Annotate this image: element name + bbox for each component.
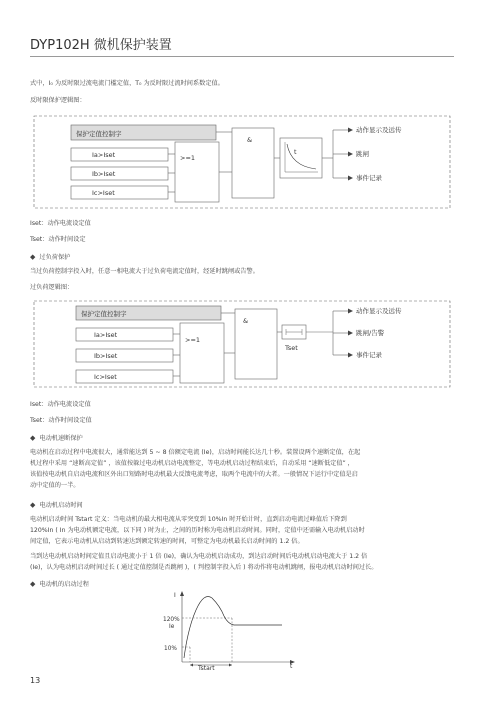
motor-start-line-4: 当到达电动机启动时间定值且启动电流小于 1 倍 (Ie)，确认为电动机启动成功，到达启动时间后电动机启动电流大于 1.2 倍 [30,553,368,560]
diagram2-or-gate [180,323,224,383]
bullet-diamond-icon: ◆ [30,580,36,588]
diagram1-timer-label: t [294,148,297,156]
bullet-diamond-icon: ◆ [30,434,36,442]
diagram2-input-b: Ib>Iset [94,352,118,360]
diagram2-input-box-b [76,349,173,362]
motor-start-line-2: 120%In ( In 为电动机额定电流，以下同 ) 时为止，之间的历时称为电动机启动时间。同时，定值中还需输入电动机启动时 [30,527,365,534]
bullet-diamond-icon: ◆ [30,253,36,261]
diagram2-timer-label: Tset [285,344,298,352]
diagram1-input-a: Ia>Iset [92,151,116,159]
diagram1-input-b: Ib>Iset [92,170,116,178]
motor-accel-heading: 电动机速断保护 [39,435,83,442]
diagram1-input-box-c [71,186,168,199]
header-rule [30,56,454,57]
motor-start-line-1: 电动机启动时间 Tstart 定义：当电动机的最大相电流从零突变到 10%In 时开始计时，直到启动电流过峰值后下降到 [30,516,347,523]
diagram1-and-label: & [247,136,253,144]
startup-y-label: I [174,592,176,599]
bullet-diamond-icon: ◆ [30,501,36,509]
diagram1-output-event: 事件记录 [356,174,382,182]
defs1-iset: Iset：动作电流设定值 [30,220,91,227]
diagram2-input-a: Ia>Iset [94,331,118,339]
diagram2-output-trip-alarm: 跳闸/告警 [356,329,385,337]
startup-heading-row [30,580,89,589]
startup-tstart-label: Tstart [198,665,215,670]
startup-current-curve [184,597,282,659]
overload-logic-title: 过负荷逻辑图： [30,284,74,291]
inverse-intro: 式中，I₀ 为反时限过流电流门槛定值，T₀ 为反时限过流时间系数定值。 [30,80,224,87]
defs1-tset: Tset：动作时间设定 [30,236,86,243]
startup-level-ie: Ie [169,624,175,630]
diagram2-input-box-a [76,328,173,341]
diagram2-input-box-c [76,370,173,383]
page-number: 13 [30,676,41,685]
motor-start-heading: 电动机启动时间 [39,502,83,509]
diagram2-input-c: Ic>Iset [94,373,117,381]
diagram1-output-display: 动作显示及远传 [356,126,402,134]
motor-start-line-5: (Ie)，认为电动机启动时间过长 ( 通过定值控制是否跳闸 )，( 判控制字投入后 ) 将动作将电动机跳闸，报电动机启动时间过长。 [30,564,378,571]
startup-level-10: 10% [164,646,177,652]
diagram1-input-box-a [71,148,168,161]
overload-heading: 过负荷保护 [39,254,71,261]
diagram2-and-label: & [243,317,249,325]
motor-start-line-3: 间定值，它表示电动机从启动到转速达到额定转速的时间，可整定为电动机最长启动时间的 1.2 倍。 [30,538,304,545]
overload-desc: 当过负荷控制字投入时，任意一相电流大于过负荷电流定值时，经延时跳闸或告警。 [30,268,259,275]
diagram1-control-label: 保护定值控制字 [76,130,122,138]
motor-accel-line-4: 动中定值的一半。 [30,482,80,489]
diagram2-control-label: 保护定值控制字 [81,310,127,318]
defs2-tset: Tset：动作时间设定值 [30,417,92,424]
startup-x-label: t [290,663,293,670]
startup-current-diagram [150,588,300,670]
defs2-iset: Iset：动作电流设定值 [30,401,91,408]
diagram1-input-c: Ic>Iset [92,189,115,197]
diagram1-or-gate [175,142,219,202]
page-header-title: DYP102H 微机保护装置 [30,38,172,53]
overload-heading-row [30,253,70,262]
diagram1-input-box-b [71,167,168,180]
diagram1-and-gate [232,128,274,198]
diagram1-output-trip: 跳闸 [356,150,369,158]
diagram2-or-label: >=1 [185,336,201,344]
diagram2-output-display: 动作显示及远传 [356,307,402,315]
motor-accel-heading-row [30,434,83,443]
motor-accel-line-1: 电动机在启动过程中电流很大，通常能达到 5 ~ 8 倍额定电流 (Ie)，启动时间能长达几十秒。装置设两个速断定值，在起 [30,449,361,456]
motor-start-heading-row [30,501,83,510]
startup-level-120: 120% [163,617,180,623]
startup-heading: 电动机的启动过程 [39,581,89,588]
overload-logic-diagram [30,297,454,391]
motor-accel-line-2: 机过程中采用 “速断高定值” ，该值按躲过电动机启动电流整定，等电动机启动过程结束后，自动采用 “速断低定值” ， [30,460,354,467]
motor-accel-line-3: 该值按电动机自启动电流和区外出口短路时电动机最大反馈电流考虑，取两个电流中的大者。一般情况下运行中定值是启 [30,471,358,478]
diagram1-or-label: >=1 [180,154,196,162]
inverse-logic-diagram [30,112,454,212]
diagram2-and-gate [235,309,277,379]
inverse-logic-title: 反时限保护逻辑图： [30,97,86,104]
diagram2-output-event: 事件记录 [356,351,382,359]
